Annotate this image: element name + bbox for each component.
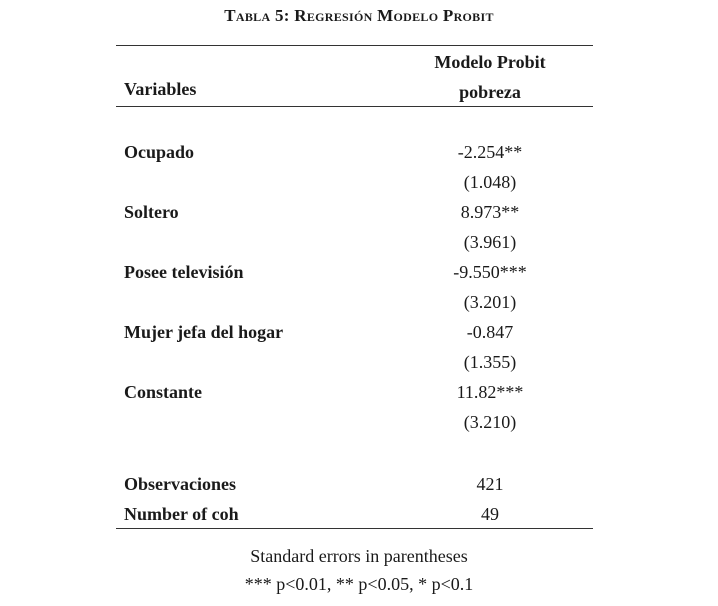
coefficient: -2.254** [457,142,523,162]
stat-label: Observaciones [124,474,236,494]
table-row [0,377,718,407]
variable-name: Posee televisión [124,262,244,282]
stat-value: 421 [476,474,504,494]
standard-error: (1.355) [463,352,517,372]
table-row [0,287,718,317]
stat-value: 49 [481,504,499,524]
stats-row [0,499,718,529]
variable-name: Soltero [124,202,179,222]
table-row [0,257,718,287]
variable-name: Mujer jefa del hogar [124,322,284,342]
standard-error: (3.961) [463,232,517,252]
table-row [0,347,718,377]
table-row [0,227,718,257]
coefficient: -0.847 [466,322,514,342]
coefficient: -9.550*** [453,262,527,282]
table-row [0,317,718,347]
standard-error: (3.201) [463,292,517,312]
top-rule [116,45,593,46]
table-title: Tabla 5: Regresión Modelo Probit [224,6,494,25]
table-row [0,167,718,197]
standard-error: (1.048) [463,172,517,192]
header-rule [116,106,593,107]
header-model: Modelo Probit [434,52,546,72]
variable-name: Ocupado [124,142,195,162]
standard-error: (3.210) [463,412,517,432]
table-row [0,137,718,167]
coefficient: 11.82*** [456,382,524,402]
footnote-significance: *** p<0.01, ** p<0.05, * p<0.1 [244,574,474,594]
footnote-standard-errors: Standard errors in parentheses [250,546,468,566]
stats-row [0,469,718,499]
variable-name: Constante [124,382,203,402]
coefficient: 8.973** [460,202,520,222]
header-variables: Variables [124,79,197,99]
table-row [0,197,718,227]
bottom-rule [116,528,593,529]
stat-label: Number of coh [124,504,239,524]
header-dependent: pobreza [459,82,521,102]
table-row [0,407,718,437]
